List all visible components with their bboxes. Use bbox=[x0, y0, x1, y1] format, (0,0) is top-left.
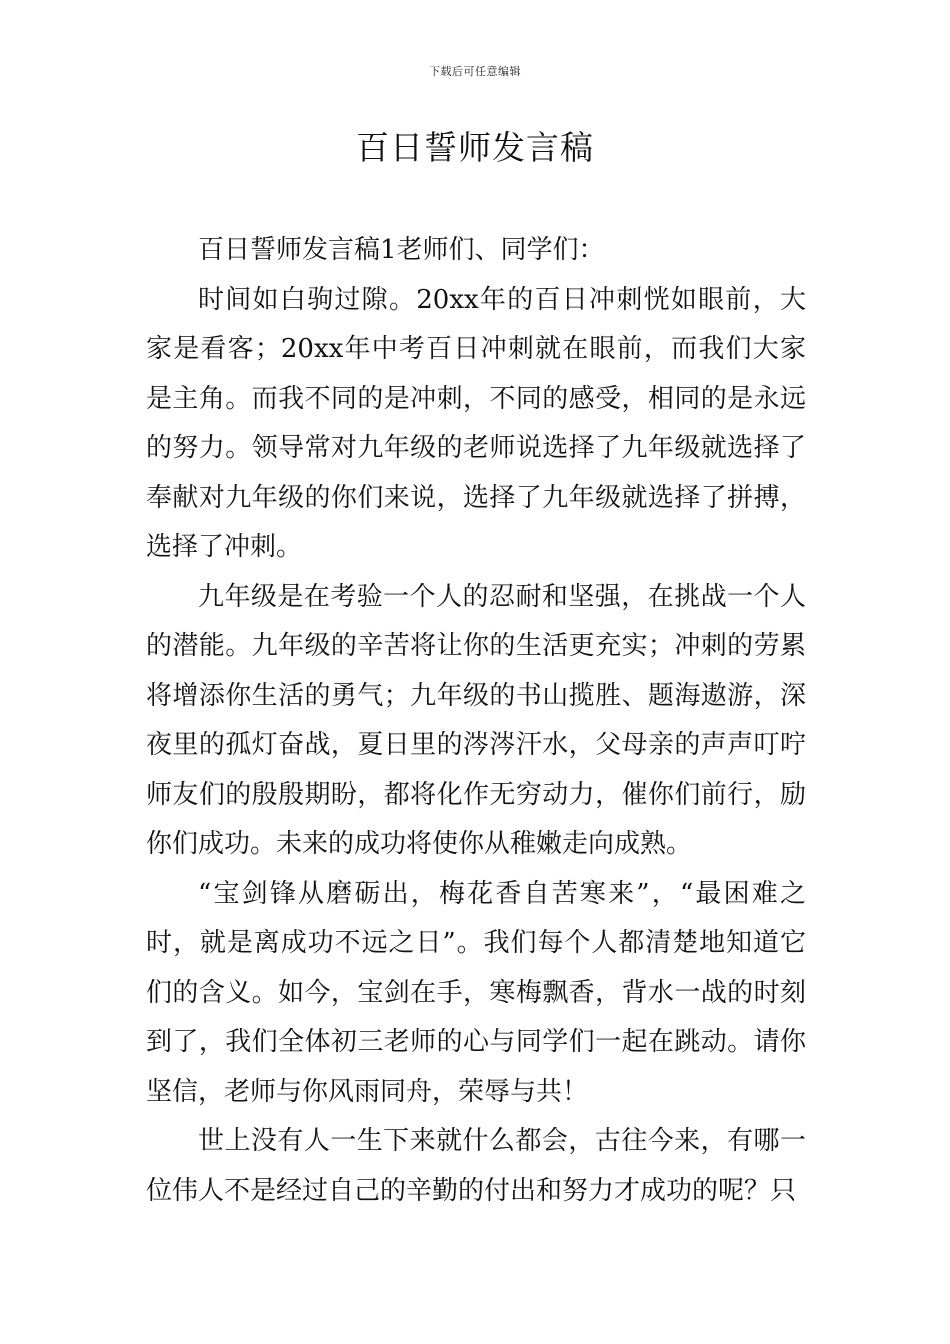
page-title: 百日誓师发言稿 bbox=[356, 128, 594, 167]
paragraph-1: 时间如白驹过隙。20xx年的百日冲刺恍如眼前，大家是看客；20xx年中考百日冲刺就在眼前，而我们大家是主角。而我不同的是冲刺，不同的感受，相同的是永远的努力。领导常对九年级的老师说选择了九年级就选择了奉献对九年级的你们来说，选择了九年级就选择了拼搏，选择了冲刺。 bbox=[146, 284, 806, 562]
header-note: 下载后可任意编辑 bbox=[429, 65, 521, 78]
paragraph-4: 世上没有人一生下来就什么都会，古往今来，有哪一位伟人不是经过自己的辛勤的付出和努力才成功的呢？只 bbox=[146, 1126, 806, 1206]
document-body bbox=[146, 226, 806, 1216]
paragraph-2: 九年级是在考验一个人的忍耐和坚强，在挑战一个人的潜能。九年级的辛苦将让你的生活更充实；冲刺的劳累将增添你生活的勇气；九年级的书山揽胜、题海遨游，深夜里的孤灯奋战，夏日里的涔涔汗水，父母亲的声声叮咛师友们的殷殷期盼，都将化作无穷动力，催你们前行，励你们成功。未来的成功将使你从稚嫩走向成熟。 bbox=[146, 581, 806, 859]
paragraph-greeting: 百日誓师发言稿1老师们、同学们： bbox=[198, 235, 605, 265]
paragraph-3: “宝剑锋从磨砺出，梅花香自苦寒来”，“最困难之时，就是离成功不远之日”。我们每个人都清楚地知道它们的含义。如今，宝剑在手，寒梅飘香，背水一战的时刻到了，我们全体初三老师的心与同学们一起在跳动。请你坚信，老师与你风雨同舟，荣辱与共！ bbox=[146, 878, 806, 1107]
